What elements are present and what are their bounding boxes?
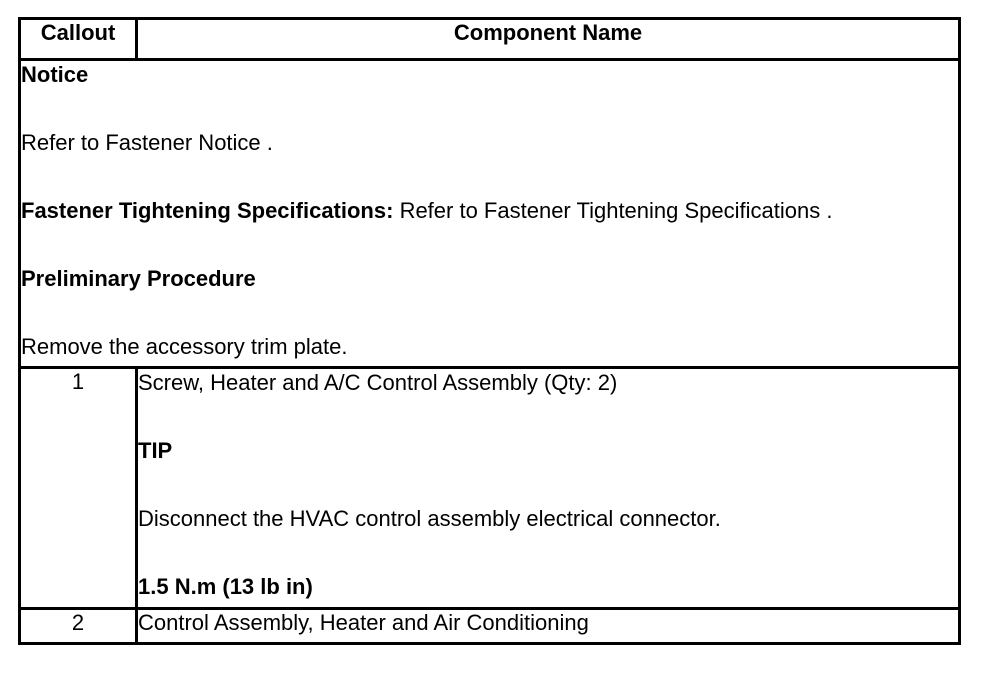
component-name: Screw, Heater and A/C Control Assembly (Qty: 2) [138,370,618,395]
notice-cell [20,60,960,368]
notice-row [20,60,960,368]
preliminary-procedure-text: Remove the accessory trim plate. [21,334,348,359]
notice-text: Refer to Fastener Notice . [21,130,273,155]
notice-title: Notice [21,62,89,87]
fastener-spec-line [21,197,958,225]
callout-number: 1 [20,368,137,609]
table-header-row [20,19,960,60]
component-name-column-header: Component Name [137,19,960,60]
torque-spec: 1.5 N.m (13 lb in) [138,574,313,599]
preliminary-procedure-title: Preliminary Procedure [21,266,256,291]
fastener-spec-text: Refer to Fastener Tightening Specifications . [399,198,833,223]
table-row [20,368,960,609]
table-row [20,609,960,644]
component-name: Control Assembly, Heater and Air Conditioning [137,609,960,644]
component-table [18,17,961,645]
callout-number: 2 [20,609,137,644]
component-cell [137,368,960,609]
tip-label: TIP [138,438,173,463]
fastener-spec-label: Fastener Tightening Specifications: [21,198,394,223]
tip-text: Disconnect the HVAC control assembly electrical connector. [138,506,721,531]
callout-column-header: Callout [20,19,137,60]
